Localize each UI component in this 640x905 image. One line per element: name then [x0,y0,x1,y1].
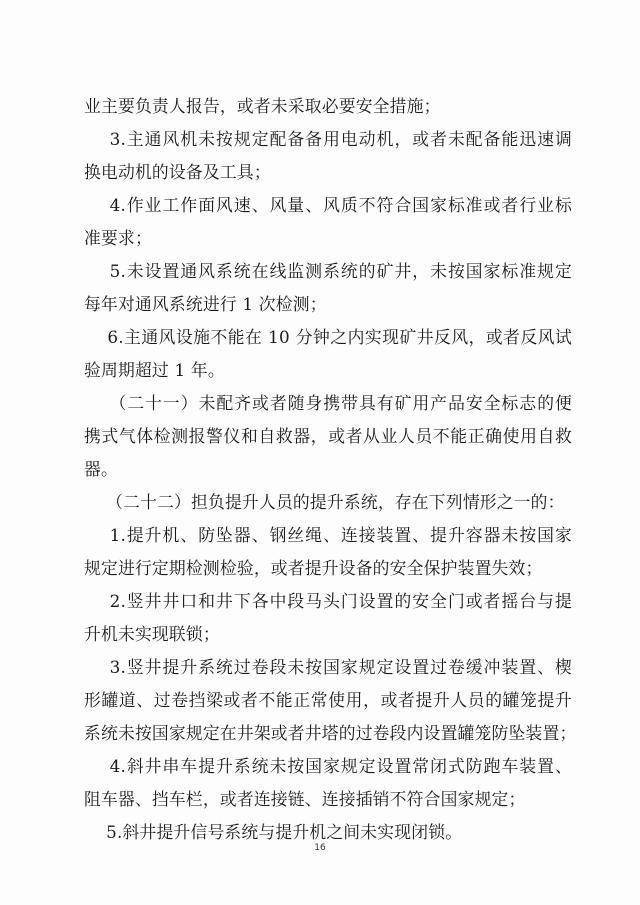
text-line: 规定进行定期检测检验，或者提升设备的安全保护装置失效； [84,558,543,578]
page-number: 16 [314,843,326,853]
text-line: 形罐道、过卷挡梁或者不能正常使用，或者提升人员的罐笼提升 [84,690,572,710]
text-line: 2.竖井井口和井下各中段马头门设置的安全门或者摇台与提 [84,591,572,611]
text-line: 5.未设置通风系统在线监测系统的矿井，未按国家标准规定 [84,261,572,281]
text-line: 验周期超过 1 年。 [84,360,225,380]
text-line: 3.主通风机未按规定配备备用电动机，或者未配备能迅速调 [84,129,572,149]
text-line: 每年对通风系统进行 1 次检测； [84,294,327,314]
text-line: （二十二）担负提升人员的提升系统，存在下列情形之一的： [84,492,565,512]
text-line: 阻车器、挡车栏，或者连接链、连接插销不符合国家规定； [84,789,526,809]
text-line: 5.斜井提升信号系统与提升机之间未实现闭锁。 [84,822,463,842]
text-line: 4.作业工作面风速、风量、风质不符合国家标准或者行业标 [84,195,572,215]
text-line: 6.主通风设施不能在 10 分钟之内实现矿井反风，或者反风试 [84,327,572,347]
text-line: 携式气体检测报警仪和自救器，或者从业人员不能正确使用自救 [84,426,572,446]
text-line: 器。 [84,459,118,479]
text-line: 4.斜井串车提升系统未按国家规定设置常闭式防跑车装置、 [84,756,572,776]
text-line: 业主要负责人报告，或者未采取必要安全措施； [84,96,441,116]
text-line: 准要求； [84,228,152,248]
document-body [84,90,577,849]
text-line: 换电动机的设备及工具； [84,162,271,182]
text-line: 系统未按国家规定在井架或者井塔的过卷段内设置罐笼防坠装置； [84,723,577,743]
text-line: 3.竖井提升系统过卷段未按国家规定设置过卷缓冲装置、楔 [84,657,572,677]
text-line: 1.提升机、防坠器、钢丝绳、连接装置、提升容器未按国家 [84,525,572,545]
text-line: 升机未实现联锁； [84,624,220,644]
text-line: （二十一）未配齐或者随身携带具有矿用产品安全标志的便 [84,393,572,413]
